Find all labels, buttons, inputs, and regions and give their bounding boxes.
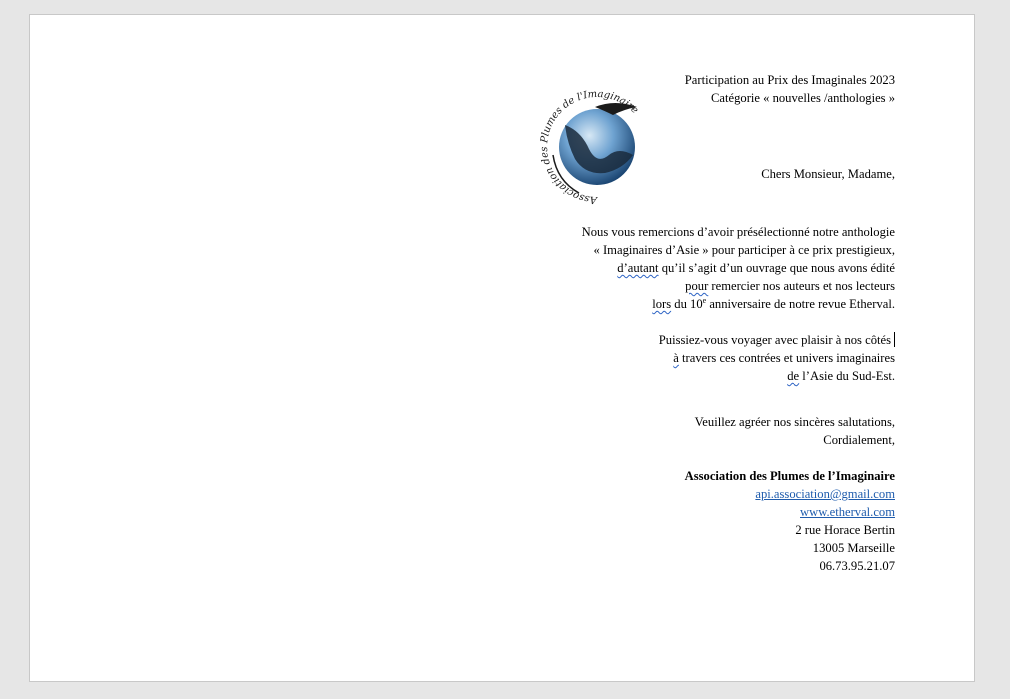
paragraph1-line4: pour remercier nos auteurs et nos lecteurs bbox=[685, 279, 895, 293]
paragraph2-line1: Puissiez-vous voyager avec plaisir à nos côtés bbox=[495, 331, 895, 349]
paragraph2-line3: de l’Asie du Sud-Est. bbox=[787, 369, 895, 383]
website-link[interactable]: www.etherval.com bbox=[800, 505, 895, 519]
document-page[interactable] bbox=[29, 14, 975, 682]
paragraph1-line5: lors du 10e anniversaire de notre revue Etherval. bbox=[652, 296, 895, 311]
email-link[interactable]: api.association@gmail.com bbox=[755, 487, 895, 501]
address-city: 13005 Marseille bbox=[812, 541, 895, 555]
header-line-2: Catégorie « nouvelles /anthologies » bbox=[711, 91, 895, 105]
closing-line1: Veuillez agréer nos sincères salutations, bbox=[694, 415, 895, 429]
paragraph1-line2: « Imaginaires d’Asie » pour participer à ce prix prestigieux, bbox=[593, 243, 895, 257]
closing-line2: Cordialement, bbox=[823, 433, 895, 447]
paragraph2-line2: à travers ces contrées et univers imaginaires bbox=[673, 351, 895, 365]
paragraph1-line3: d’autant qu’il s’agit d’un ouvrage que nous avons édité bbox=[617, 261, 895, 275]
header-line-1: Participation au Prix des Imaginales 2023 bbox=[684, 73, 895, 87]
letter-body[interactable] bbox=[495, 71, 895, 575]
phone-number: 06.73.95.21.07 bbox=[819, 559, 895, 573]
spellcheck-mark[interactable]: d’autant bbox=[617, 261, 659, 275]
spellcheck-mark[interactable]: de bbox=[787, 369, 800, 383]
spellcheck-mark[interactable]: pour bbox=[685, 279, 709, 293]
text-cursor bbox=[894, 332, 895, 347]
spellcheck-mark[interactable]: lors bbox=[652, 297, 672, 311]
signature-name: Association des Plumes de l’Imaginaire bbox=[684, 469, 895, 483]
logo-ring-text: Association des Plumes de l'Imaginaire bbox=[538, 88, 641, 206]
spellcheck-mark[interactable]: à bbox=[673, 351, 679, 365]
address-street: 2 rue Horace Bertin bbox=[795, 523, 895, 537]
greeting: Chers Monsieur, Madame, bbox=[761, 167, 895, 181]
paragraph1-line1: Nous vous remercions d’avoir présélectionné notre anthologie bbox=[581, 225, 895, 239]
